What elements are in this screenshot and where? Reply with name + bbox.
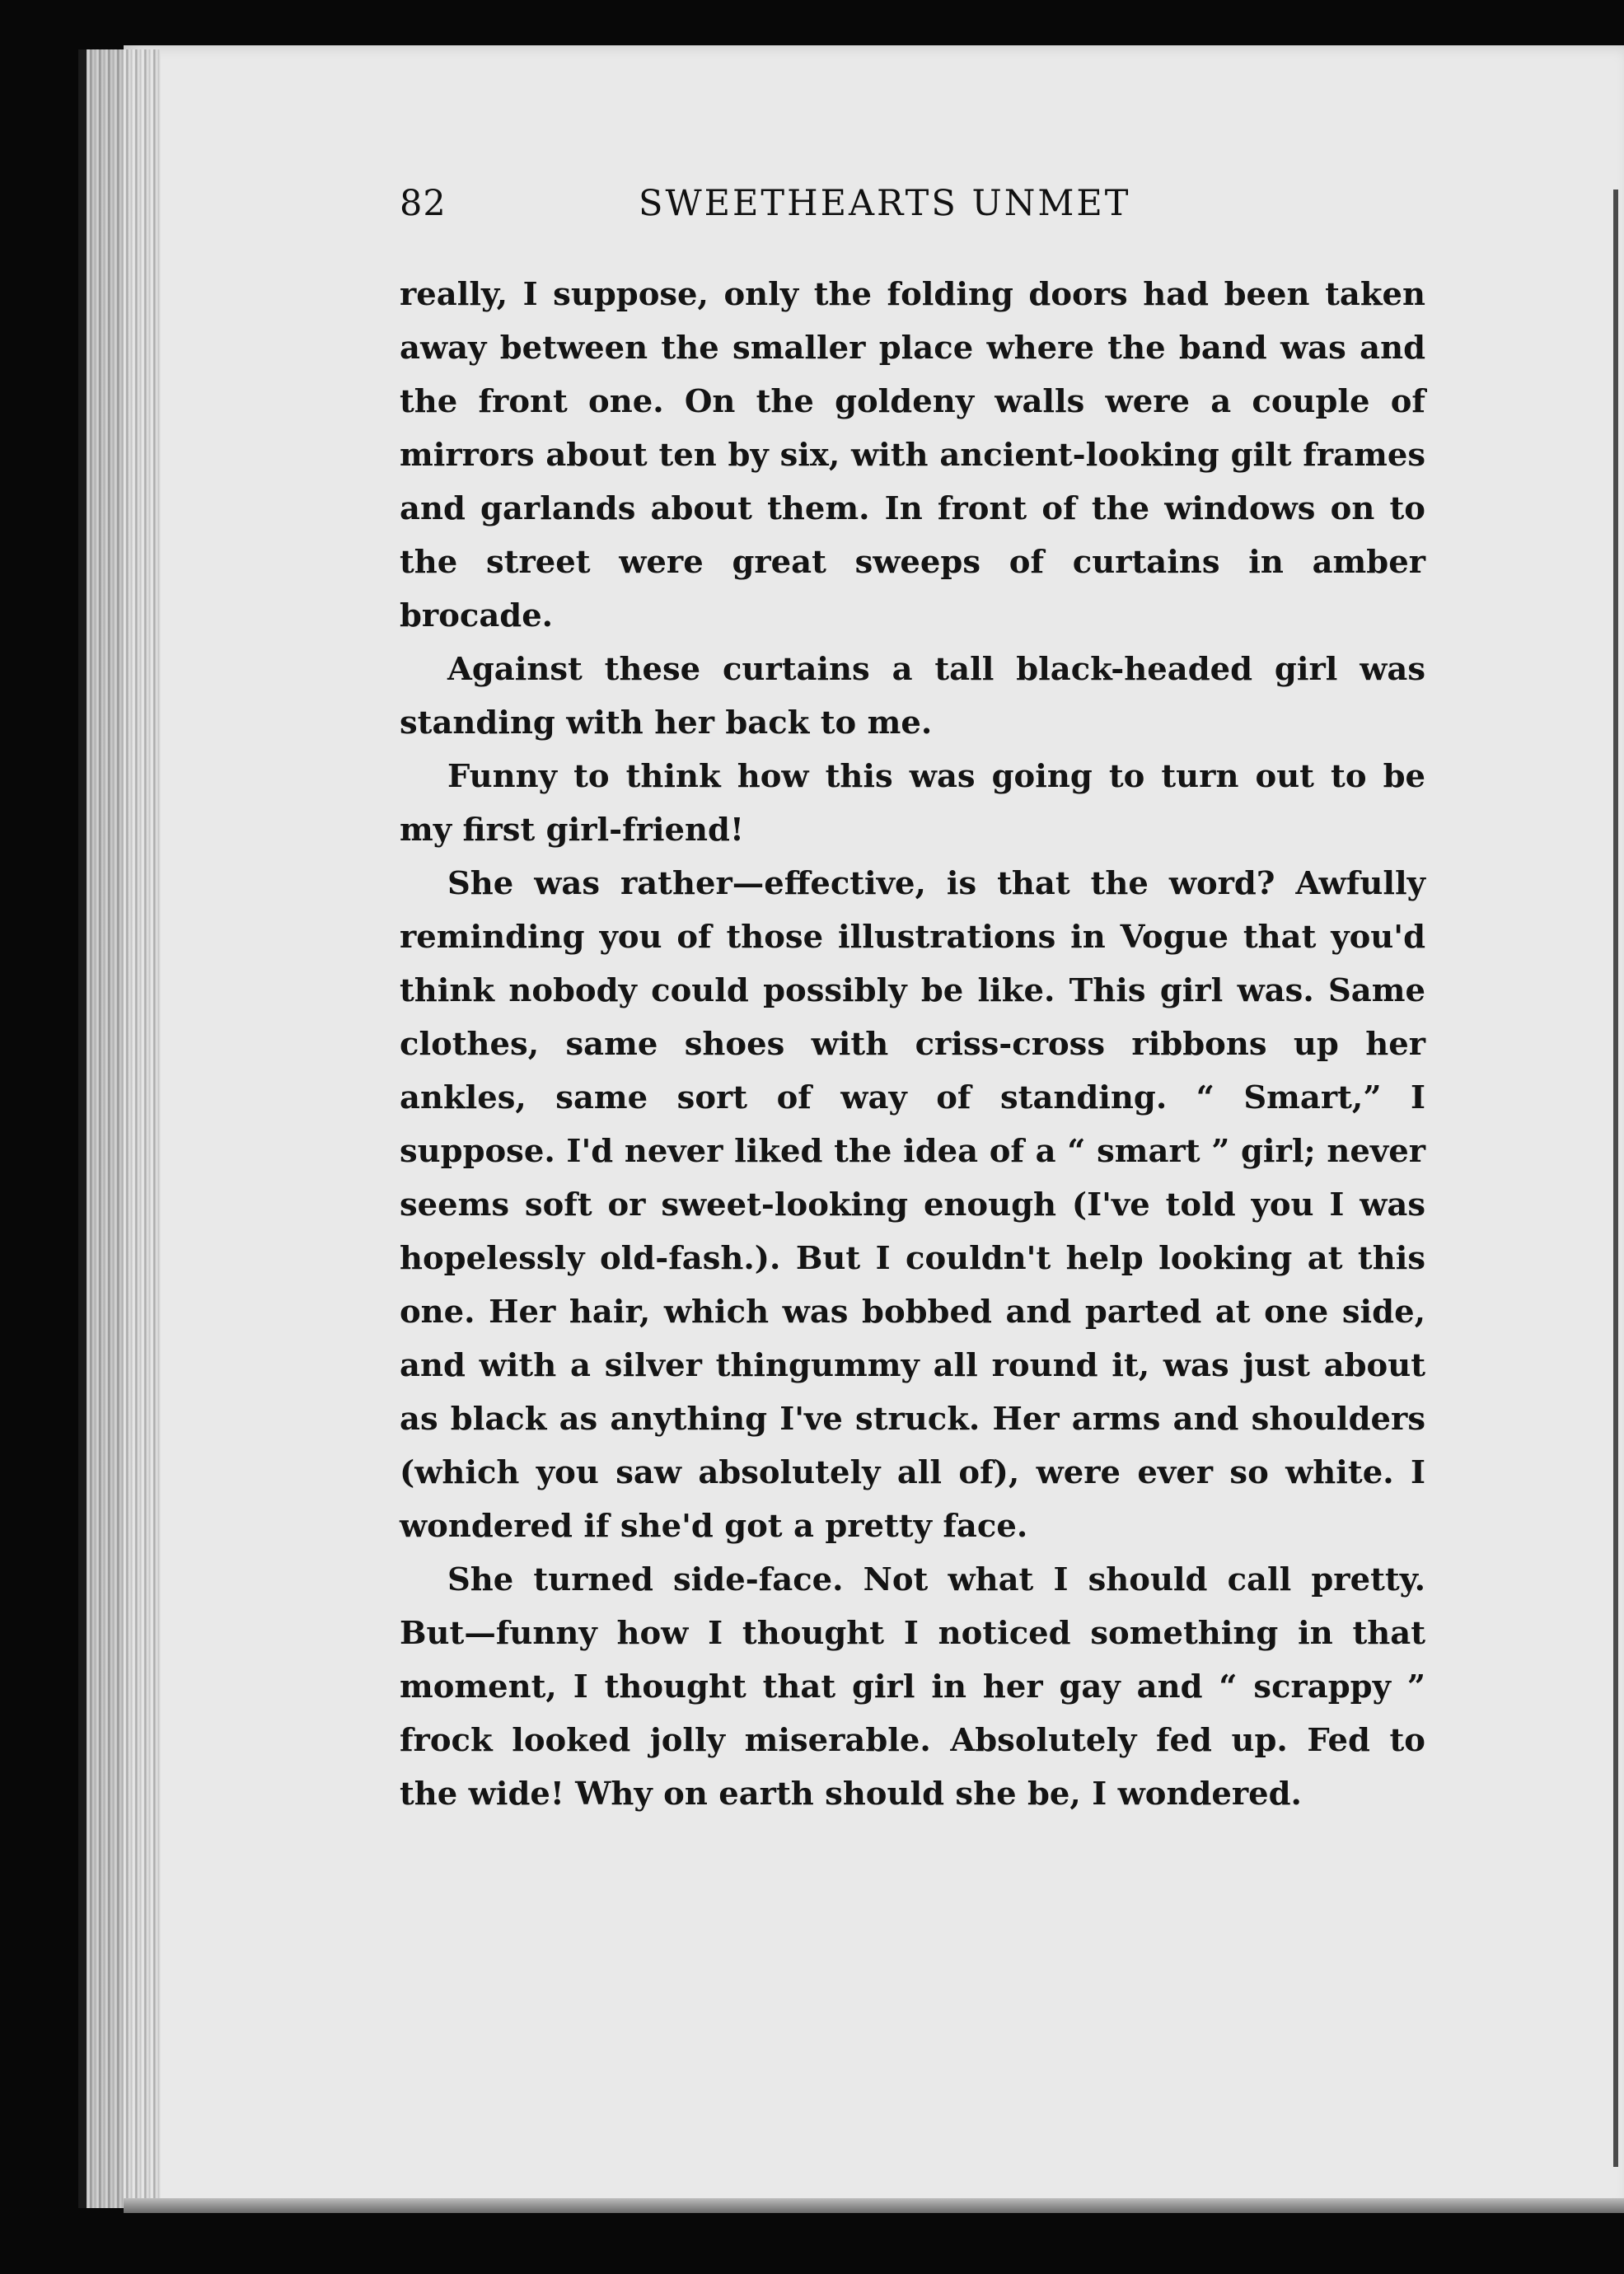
page-bottom-edge <box>124 2198 1624 2213</box>
body-text <box>400 268 1425 1821</box>
running-title: SWEETHEARTS UNMET <box>639 183 1131 224</box>
page-header <box>400 183 1224 241</box>
paragraph-4: She was rather—effective, is that the word? Awfully reminding you of those illustrations in Vogue that you'd think nobody could possibly be like. This girl was. Same clothes, same shoes with criss-cross ribbons up her ankles, same sort of way of standing. “ Smart,” I suppose. I'd never liked the idea of a “ smart ” girl; never seems soft or sweet-looking enough (I've told you I was hopelessly old-fash.). But I couldn't help looking at this one. Her hair, which was bobbed and parted at one side, and with a silver thingummy all round it, was just about as black as anything I've struck. Her arms and shoulders (which you saw absolutely all of), were ever so white. I wondered if she'd got a pretty face. <box>400 865 1425 1545</box>
paragraph-1: really, I suppose, only the folding doors had been taken away between the smaller place where the band was and the front one. On the goldeny walls were a couple of mirrors about ten by six, with ancient-looking gilt frames and garlands about them. In front of the windows on to the street were great sweeps of curtains in amber brocade. <box>400 276 1425 634</box>
paragraph-5: She turned side-face. Not what I should call pretty. But—funny how I thought I noticed something in that moment, I thought that girl in her gay and “ scrappy ” frock looked jolly miserable. Absolutely fed up. Fed to the wide! Why on earth should she be, I wondered. <box>400 1561 1425 1813</box>
page-right-edge <box>1613 190 1618 2167</box>
paragraph-3: Funny to think how this was going to turn out to be my first girl-friend! <box>400 758 1425 849</box>
book-spine-edge <box>87 49 161 2208</box>
page-number: 82 <box>400 183 447 224</box>
paragraph-2: Against these curtains a tall black-headed girl was standing with her back to me. <box>400 651 1425 742</box>
